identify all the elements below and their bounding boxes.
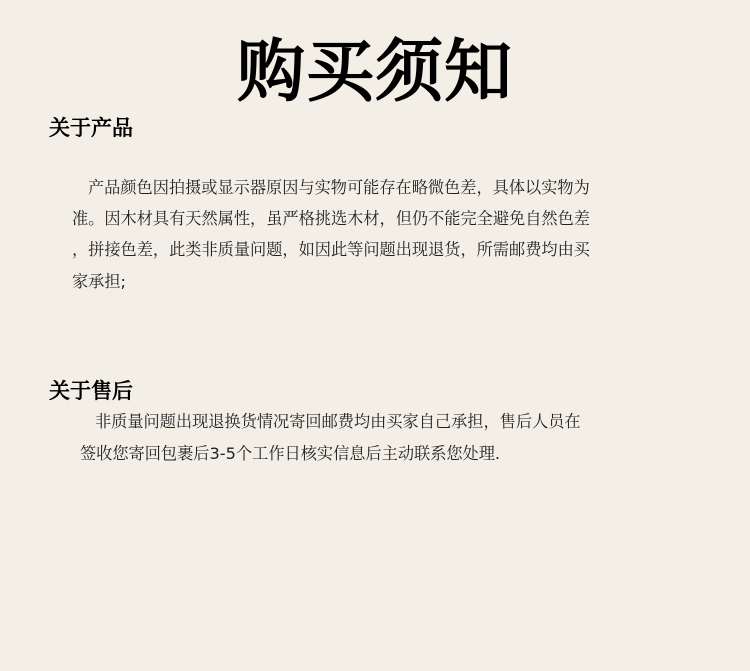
page-title: 购买须知 [236, 33, 513, 112]
product-note-line: ，拼接色差，此类非质量问题，如因此等问题出现退货，所需邮费均由买 [72, 240, 590, 259]
section-heading-aftersale: 关于售后 [49, 379, 133, 403]
product-note-line: 产品颜色因拍摄或显示器原因与实物可能存在略微色差，具体以实物为 [88, 178, 590, 197]
aftersale-note-line: 非质量问题出现退换货情况寄回邮费均由买家自己承担，售后人员在 [95, 412, 581, 431]
section-heading-product: 关于产品 [49, 116, 133, 140]
product-note-line: 准。因木材具有天然属性，虽严格挑选木材，但仍不能完全避免自然色差 [72, 209, 590, 228]
aftersale-note-line: 签收您寄回包裹后3-5个工作日核实信息后主动联系您处理. [80, 444, 501, 463]
product-note-line: 家承担; [72, 272, 127, 291]
